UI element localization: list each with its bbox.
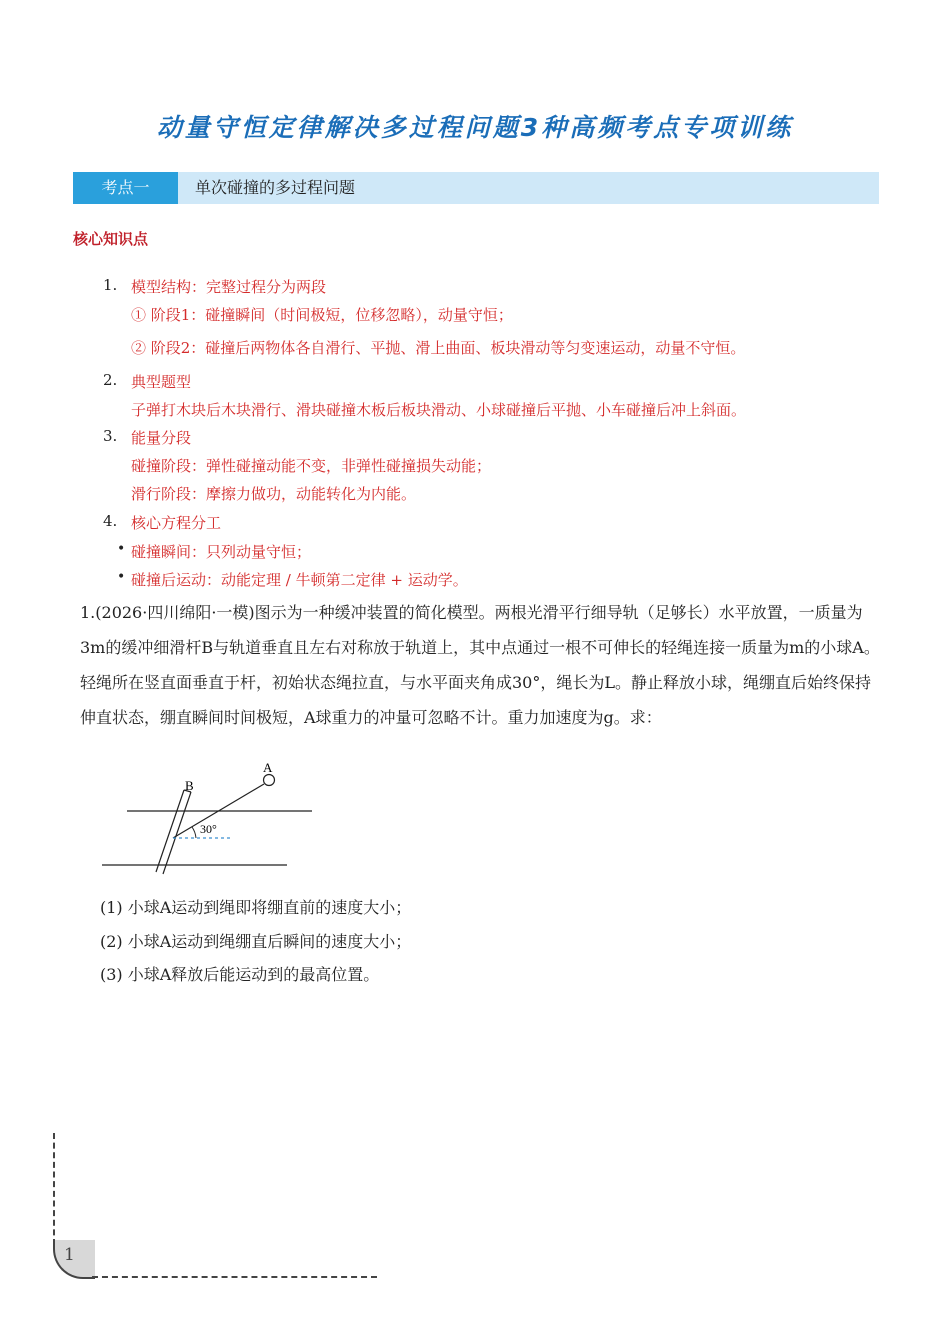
item-line: 子弹打木块后木块滑行、滑块碰撞木板后板块滑动、小球碰撞后平抛、小车碰撞后冲上斜面。 [131,401,747,419]
item-line: ② 阶段2：碰撞后两物体各自滑行、平抛、滑上曲面、板块滑动等匀变速运动，动量不守恒。 [131,339,746,357]
bullet-dot: • [117,541,126,557]
item-heading: 核心方程分工 [131,514,222,532]
page-number: 1 [64,1245,75,1265]
figure-svg [100,760,320,875]
question-block [80,595,880,735]
item-bullet: 碰撞后运动：动能定理 / 牛顿第二定律 + 运动学。 [131,571,468,589]
page-title: 动量守恒定律解决多过程问题3种高频考点专项训练 [156,113,794,142]
item-bullet: 碰撞瞬间：只列动量守恒； [131,543,312,561]
item-line: 滑行阶段：摩擦力做功，动能转化为内能。 [131,485,417,503]
bullet-dot: • [117,569,126,585]
item-heading: 能量分段 [131,429,192,447]
label-a: A [263,760,273,775]
knowledge-heading: 核心知识点 [73,230,149,248]
page-border-decoration [53,1133,55,1245]
item-number: 4. [103,512,118,530]
rod-b [156,790,191,874]
question-text: 图示为一种缓冲装置的简化模型。两根光滑平行细导轨（足够长）水平放置，一质量为3m的缓冲细滑杆B与轨道垂直且左右对称放于轨道上，其中点通过一根不可伸长的轻绳连接一质量为m的小球A。轻绳所在竖直面垂直于杆，初始状态绳拉直，与水平面夹角成30°，绳长为L。静止释放小球，绳绷直后始终保持伸直状态，绷直瞬间时间极短，A球重力的冲量可忽略不计。重力加速度为g。求： [80,603,880,727]
item-number: 1. [103,276,118,294]
section-header [73,172,879,204]
sub-question-2: (2) 小球A运动到绳绷直后瞬间的速度大小； [100,932,412,951]
angle-arc [192,827,196,838]
item-line: 碰撞阶段：弹性碰撞动能不变，非弹性碰撞损失动能； [131,457,492,475]
sub-question-1: (1) 小球A运动到绳即将绷直前的速度大小； [100,898,412,917]
item-line: ① 阶段1：碰撞瞬间（时间极短，位移忽略），动量守恒； [131,306,513,324]
sub-question-3: (3) 小球A释放后能运动到的最高位置。 [100,965,380,984]
ball-a [264,775,275,786]
item-heading: 典型题型 [131,373,192,391]
page-border-decoration [92,1276,377,1278]
question-source: (2026·四川绵阳·一模) [95,603,255,622]
section-title: 单次碰撞的多过程问题 [195,178,356,197]
label-b: B [185,778,194,793]
angle-label: 30° [200,822,217,836]
section-tag: 考点一 [73,172,178,204]
question-number: 1. [80,603,96,622]
item-number: 3. [103,427,118,445]
buffer-device-figure [100,760,320,879]
item-heading: 模型结构：完整过程分为两段 [131,278,327,296]
item-number: 2. [103,371,118,389]
